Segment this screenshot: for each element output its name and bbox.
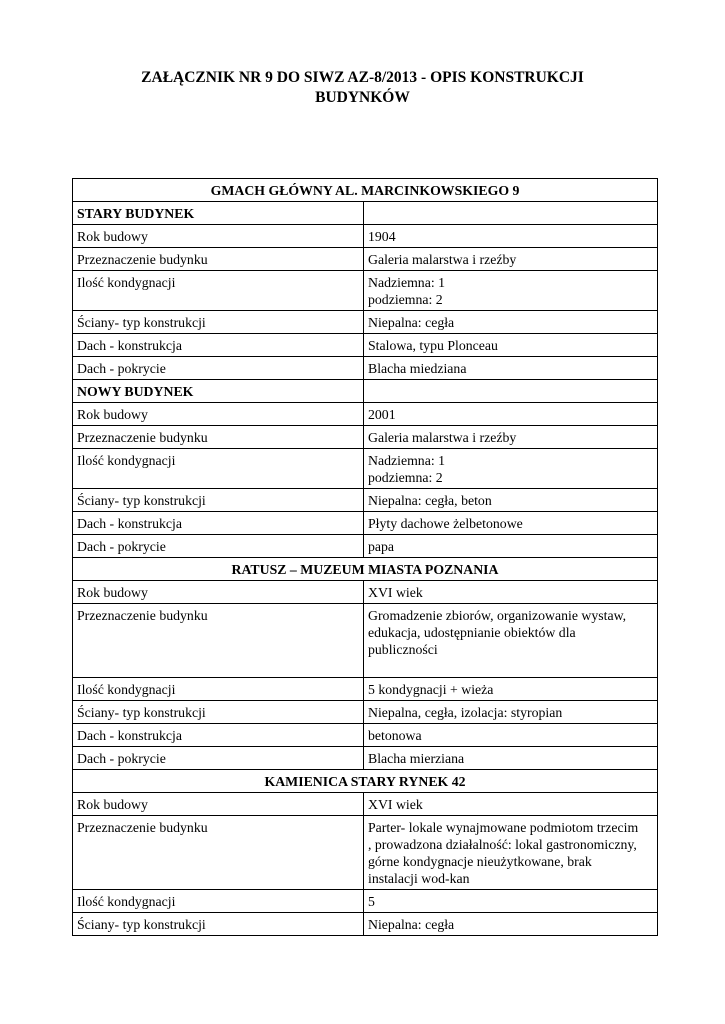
table-row	[73, 890, 658, 913]
row-value	[364, 449, 658, 489]
value-line: instalacji wod-kan	[368, 871, 470, 886]
row-value: 1904	[364, 225, 658, 248]
table-row	[73, 793, 658, 816]
row-label: Dach - pokrycie	[73, 747, 364, 770]
row-value: Niepalna, cegła, izolacja: styropian	[364, 701, 658, 724]
row-value	[364, 271, 658, 311]
table-row	[73, 311, 658, 334]
row-label: Dach - konstrukcja	[73, 512, 364, 535]
table-row	[73, 426, 658, 449]
row-label: Ilość kondygnacji	[73, 449, 364, 489]
row-label: Przeznaczenie budynku	[73, 426, 364, 449]
value-line: podziemna: 2	[368, 292, 443, 307]
subsection-row-stary	[73, 202, 658, 225]
row-label: Dach - konstrukcja	[73, 334, 364, 357]
value-line: , prowadzona działalność: lokal gastronomiczny,	[368, 837, 637, 852]
row-label: Ilość kondygnacji	[73, 271, 364, 311]
row-label: Ściany- typ konstrukcji	[73, 489, 364, 512]
table-row	[73, 724, 658, 747]
table-row	[73, 357, 658, 380]
empty-cell	[364, 202, 658, 225]
row-label: Ściany- typ konstrukcji	[73, 913, 364, 936]
row-value	[364, 816, 658, 890]
value-line: podziemna: 2	[368, 470, 443, 485]
value-line: publiczności	[368, 642, 438, 657]
subsection-row-nowy	[73, 380, 658, 403]
table-row	[73, 225, 658, 248]
table-row	[73, 489, 658, 512]
section-row-ratusz	[73, 558, 658, 581]
value-line: Parter- lokale wynajmowane podmiotom trzecim	[368, 820, 639, 835]
subsection-heading-stary: STARY BUDYNEK	[73, 202, 364, 225]
section-heading-ratusz: RATUSZ – MUZEUM MIASTA POZNANIA	[73, 558, 658, 581]
table-row	[73, 604, 658, 678]
section-row-kamienica	[73, 770, 658, 793]
document-title	[80, 68, 645, 108]
value-line: górne kondygnacje nieużytkowane, brak	[368, 854, 592, 869]
row-value: 5	[364, 890, 658, 913]
row-label: Rok budowy	[73, 225, 364, 248]
row-value: Niepalna: cegła, beton	[364, 489, 658, 512]
row-label: Przeznaczenie budynku	[73, 604, 364, 678]
table-row	[73, 248, 658, 271]
row-value: XVI wiek	[364, 581, 658, 604]
table-row	[73, 678, 658, 701]
section-heading-gmach: GMACH GŁÓWNY AL. MARCINKOWSKIEGO 9	[73, 179, 658, 202]
table-row	[73, 747, 658, 770]
value-line: Nadziemna: 1	[368, 275, 446, 290]
empty-cell	[364, 380, 658, 403]
row-label: Rok budowy	[73, 403, 364, 426]
row-label: Ilość kondygnacji	[73, 678, 364, 701]
row-value: Stalowa, typu Plonceau	[364, 334, 658, 357]
row-value: Galeria malarstwa i rzeźby	[364, 426, 658, 449]
title-line-2: BUDYNKÓW	[315, 89, 410, 106]
row-value: XVI wiek	[364, 793, 658, 816]
row-value: papa	[364, 535, 658, 558]
row-label: Ściany- typ konstrukcji	[73, 311, 364, 334]
row-label: Ściany- typ konstrukcji	[73, 701, 364, 724]
table-row	[73, 334, 658, 357]
buildings-spec-table	[72, 178, 658, 936]
row-label: Dach - pokrycie	[73, 535, 364, 558]
value-line: Gromadzenie zbiorów, organizowanie wystaw,	[368, 608, 627, 623]
value-line: edukacja, udostępnianie obiektów dla	[368, 625, 576, 640]
row-value: Galeria malarstwa i rzeźby	[364, 248, 658, 271]
table-row	[73, 913, 658, 936]
row-value: Blacha miedziana	[364, 357, 658, 380]
row-label: Ilość kondygnacji	[73, 890, 364, 913]
table-row	[73, 512, 658, 535]
row-value: 2001	[364, 403, 658, 426]
row-label: Dach - pokrycie	[73, 357, 364, 380]
row-label: Rok budowy	[73, 581, 364, 604]
title-line-1: ZAŁĄCZNIK NR 9 DO SIWZ AZ-8/2013 - OPIS KONSTRUKCJI	[141, 69, 584, 86]
row-value: Niepalna: cegła	[364, 311, 658, 334]
table-row	[73, 816, 658, 890]
row-value	[364, 604, 658, 678]
table-row	[73, 535, 658, 558]
table-row	[73, 403, 658, 426]
row-value: betonowa	[364, 724, 658, 747]
value-line: Nadziemna: 1	[368, 453, 446, 468]
row-value: Płyty dachowe żelbetonowe	[364, 512, 658, 535]
subsection-heading-nowy: NOWY BUDYNEK	[73, 380, 364, 403]
row-label: Rok budowy	[73, 793, 364, 816]
table-row	[73, 449, 658, 489]
table-row	[73, 271, 658, 311]
row-label: Przeznaczenie budynku	[73, 248, 364, 271]
table-row	[73, 581, 658, 604]
section-heading-kamienica: KAMIENICA STARY RYNEK 42	[73, 770, 658, 793]
section-row-gmach	[73, 179, 658, 202]
row-value: 5 kondygnacji + wieża	[364, 678, 658, 701]
row-value: Blacha mierziana	[364, 747, 658, 770]
row-value: Niepalna: cegła	[364, 913, 658, 936]
row-label: Dach - konstrukcja	[73, 724, 364, 747]
table-row	[73, 701, 658, 724]
row-label: Przeznaczenie budynku	[73, 816, 364, 890]
